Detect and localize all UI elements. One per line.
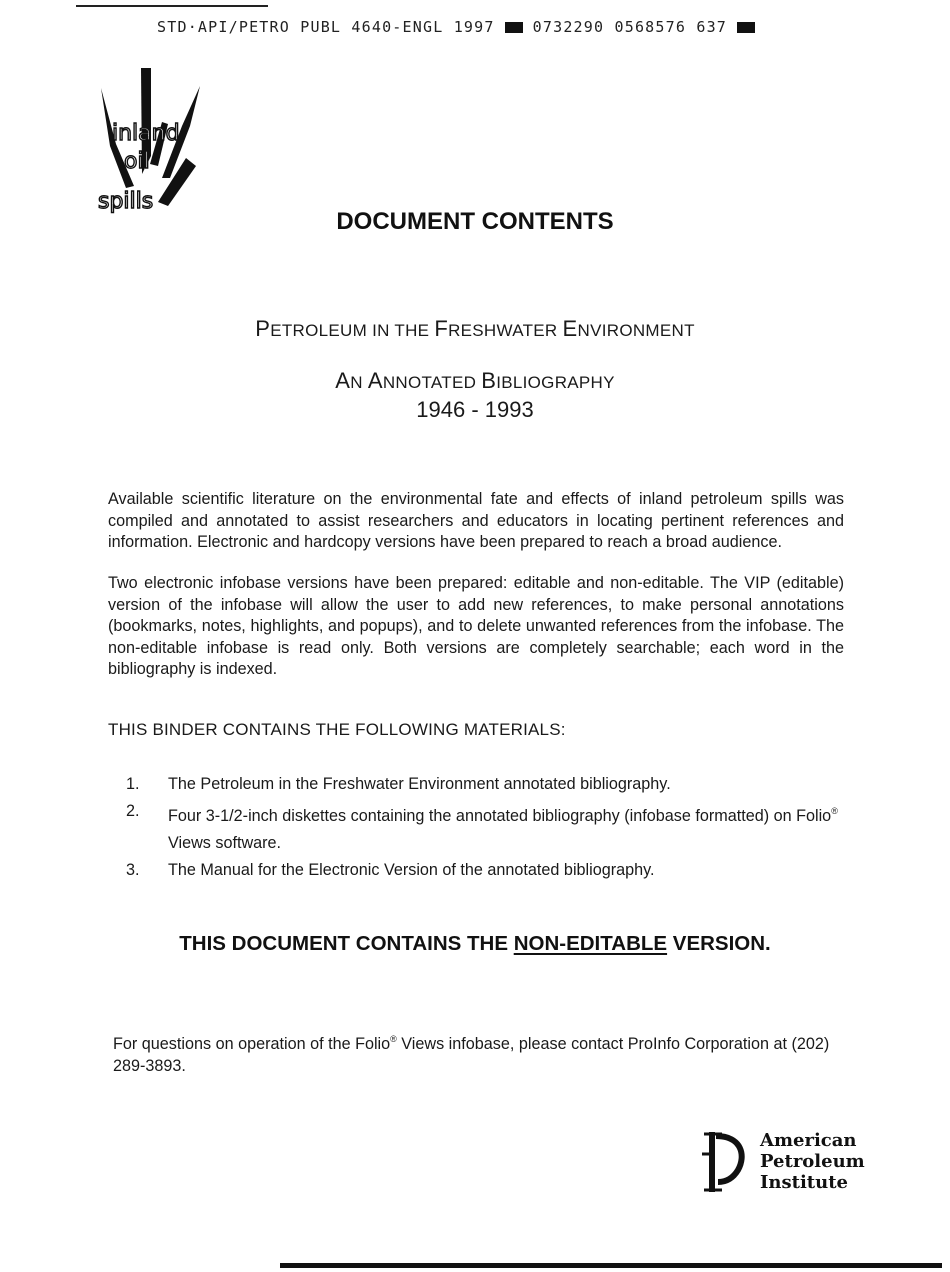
list-item-text: Four 3-1/2-inch diskettes containing the annotated bibliography (infobase formatted) on Folio xyxy=(168,807,832,825)
list-item-text: The Petroleum in the Freshwater Environment annotated bibliography. xyxy=(168,775,671,793)
logo-word-spills: spills xyxy=(98,189,154,214)
materials-list xyxy=(126,771,846,884)
intro-paragraph: Available scientific literature on the environmental fate and effects of inland petroleum spills was compiled and annotated to assist researchers and educators in locating pertinent references and information. Electronic and hardcopy versions have been prepared to reach a broad audience. xyxy=(108,490,844,551)
version-notice: THIS DOCUMENT CONTAINS THE NON-EDITABLE VERSION. xyxy=(179,932,771,955)
publisher-line-3: Institute xyxy=(760,1172,848,1193)
list-number: 2. xyxy=(126,802,140,820)
non-editable-emphasis: NON-EDITABLE xyxy=(513,932,668,955)
code-number-b: 0568576 xyxy=(614,18,687,36)
bibliography-subtitle: AN ANNOTATED BIBLIOGRAPHY xyxy=(335,368,615,393)
list-item-text-cont: Views software. xyxy=(168,834,282,852)
code-number-c: 637 xyxy=(696,18,728,36)
list-item xyxy=(126,857,846,884)
publication-code: STD·API/PETRO PUBL 4640-ENGL 1997 xyxy=(157,18,495,36)
publisher-line-1: American xyxy=(760,1130,857,1151)
code-number-a: 0732290 xyxy=(532,18,605,36)
contact-paragraph: For questions on operation of the Folio® Views infobase, please contact ProInfo Corporation at (202) 289-3893. xyxy=(113,1034,830,1075)
top-scan-line xyxy=(76,5,268,7)
year-range: 1946 - 1993 xyxy=(416,397,534,422)
logo-word-oil: oil xyxy=(124,149,150,174)
publisher-name xyxy=(760,1130,865,1193)
logo-word-inland: inland xyxy=(112,121,180,146)
registered-mark: ® xyxy=(390,1034,397,1044)
infobase-versions-paragraph: Two electronic infobase versions have been prepared: editable and non-editable. The VIP (editable) version of the infobase will allow the user to add new references, to make personal annotations (bookmarks, notes, highlights, and popups), and to delete unwanted references from the infobase. The non-editable infobase is read only. Both versions are completely searchable; each word in the bibliography is indexed. xyxy=(108,574,844,678)
list-number: 3. xyxy=(126,861,140,879)
page-title: DOCUMENT CONTENTS xyxy=(336,208,614,235)
list-item-text: The Manual for the Electronic Version of the annotated bibliography. xyxy=(168,861,655,879)
black-block-mark xyxy=(737,22,755,33)
bottom-scan-line xyxy=(280,1263,942,1268)
list-number: 1. xyxy=(126,775,140,793)
api-logo-mark xyxy=(698,1130,748,1194)
list-item xyxy=(126,771,846,798)
bibliography-title: PETROLEUM IN THE FRESHWATER ENVIRONMENT xyxy=(255,316,695,341)
list-item xyxy=(126,798,846,857)
black-block-mark xyxy=(505,22,523,33)
inland-oil-spills-logo xyxy=(98,66,218,216)
document-code-header xyxy=(157,18,765,36)
binder-contents-heading: THIS BINDER CONTAINS THE FOLLOWING MATERIALS: xyxy=(108,720,566,739)
publisher-line-2: Petroleum xyxy=(760,1151,865,1172)
registered-mark: ® xyxy=(831,806,838,816)
